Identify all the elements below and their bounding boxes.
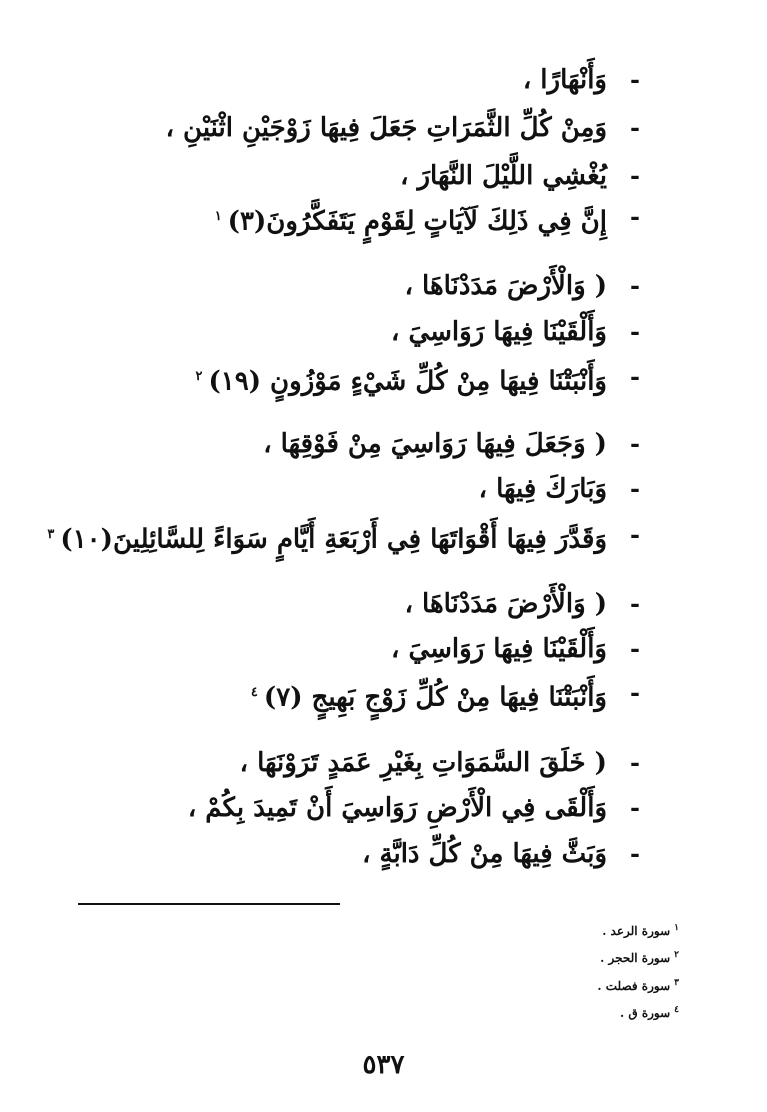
verse-text: وَأَلْقَيْنَا فِيهَا رَوَاسِيَ ، (391, 317, 607, 347)
bullet-dash: - (630, 429, 640, 458)
bullet-dash: - (630, 271, 640, 300)
verse-line (0, 835, 767, 873)
verse-line (0, 313, 767, 351)
footnote (620, 1000, 679, 1020)
verse-text: ( وَالْأَرْضَ مَدَدْنَاهَا ، (404, 271, 607, 301)
bullet-dash: - (630, 474, 640, 503)
verse-line (0, 674, 767, 712)
verse-line (0, 789, 767, 827)
footnote-text: سورة الرعد . (602, 924, 671, 938)
bullet-dash: - (630, 520, 640, 549)
footnote-marker: ٤ (250, 685, 258, 700)
bullet-dash: - (630, 161, 640, 190)
verse-text: وَبَثَّ فِيهَا مِنْ كُلِّ دَابَّةٍ ، (362, 839, 607, 869)
verse-line (0, 516, 767, 554)
footnote-marker: ٣ (47, 527, 55, 542)
footnote-text: سورة الحجر . (600, 951, 671, 965)
verse-line (0, 157, 767, 195)
verse-text: وَأَنْبَتْنَا فِيهَا مِنْ كُلِّ زَوْجٍ بَهِيجٍ (٧)$^٤$ (250, 682, 607, 713)
verse-text: وَمِنْ كُلِّ الثَّمَرَاتِ جَعَلَ فِيهَا زَوْجَيْنِ اثْنَيْنِ ، (165, 113, 607, 143)
verse-line (0, 198, 767, 236)
verse-text: ( وَالْأَرْضَ مَدَدْنَاهَا ، (404, 589, 607, 619)
verse-text: وَأَنْبَتْنَا فِيهَا مِنْ كُلِّ شَيْءٍ مَوْزُونٍ (١٩)$^٢$ (195, 366, 607, 397)
verse-text: يُغْشِي اللَّيْلَ النَّهَارَ ، (400, 161, 607, 191)
verse-text: وَأَلْقَى فِي الْأَرْضِ رَوَاسِيَ أَنْ تَمِيدَ بِكُمْ ، (187, 793, 607, 823)
bullet-dash: - (630, 65, 640, 94)
footnote-number: ٢ (674, 950, 679, 960)
verse-line (0, 358, 767, 396)
verse-text: إِنَّ فِي ذَلِكَ لَآيَاتٍ لِقَوْمٍ يَتَفَكَّرُونَ(٣)$^١$ (214, 206, 607, 237)
verse-text: وَأَلْقَيْنَا فِيهَا رَوَاسِيَ ، (391, 634, 607, 664)
footnote-number: ٣ (674, 978, 679, 988)
bullet-dash: - (630, 839, 640, 868)
verse-line (0, 630, 767, 668)
verse-line (0, 744, 767, 782)
verse-line (0, 109, 767, 147)
bullet-dash: - (630, 317, 640, 346)
verse-text: ( خَلَقَ السَّمَوَاتِ بِغَيْرِ عَمَدٍ تَرَوْنَهَا ، (239, 748, 607, 778)
verse-line (0, 585, 767, 623)
footnote-number: ١ (674, 923, 679, 933)
verse-line (0, 61, 767, 99)
footnote-marker: ٢ (195, 369, 203, 384)
bullet-dash: - (630, 202, 640, 231)
verse-line (0, 425, 767, 463)
footnote (600, 945, 679, 965)
verse-line (0, 267, 767, 305)
footnote-number: ٤ (674, 1005, 679, 1015)
bullet-dash: - (630, 793, 640, 822)
footnote-text: سورة فصلت . (597, 979, 671, 993)
bullet-dash: - (630, 589, 640, 618)
footnote (602, 918, 679, 938)
footnote-separator (78, 903, 340, 905)
bullet-dash: - (630, 113, 640, 142)
footnote-marker: ١ (214, 209, 222, 224)
bullet-dash: - (630, 748, 640, 777)
footnote-text: سورة ق . (619, 1006, 671, 1020)
verse-text: وَقَدَّرَ فِيهَا أَقْوَاتَهَا فِي أَرْبَعَةِ أَيَّامٍ سَوَاءً لِلسَّائِلِينَ(١٠)$^٣$ (47, 524, 607, 555)
verse-text: وَأَنْهَارًا ، (522, 65, 607, 95)
bullet-dash: - (630, 634, 640, 663)
verse-text: ( وَجَعَلَ فِيهَا رَوَاسِيَ مِنْ فَوْقِهَا ، (263, 429, 607, 459)
footnote (597, 973, 679, 993)
verse-text: وَبَارَكَ فِيهَا ، (478, 474, 607, 504)
page-number: ٥٣٧ (362, 1050, 405, 1080)
bullet-dash: - (630, 362, 640, 391)
verse-line (0, 470, 767, 508)
bullet-dash: - (630, 678, 640, 707)
